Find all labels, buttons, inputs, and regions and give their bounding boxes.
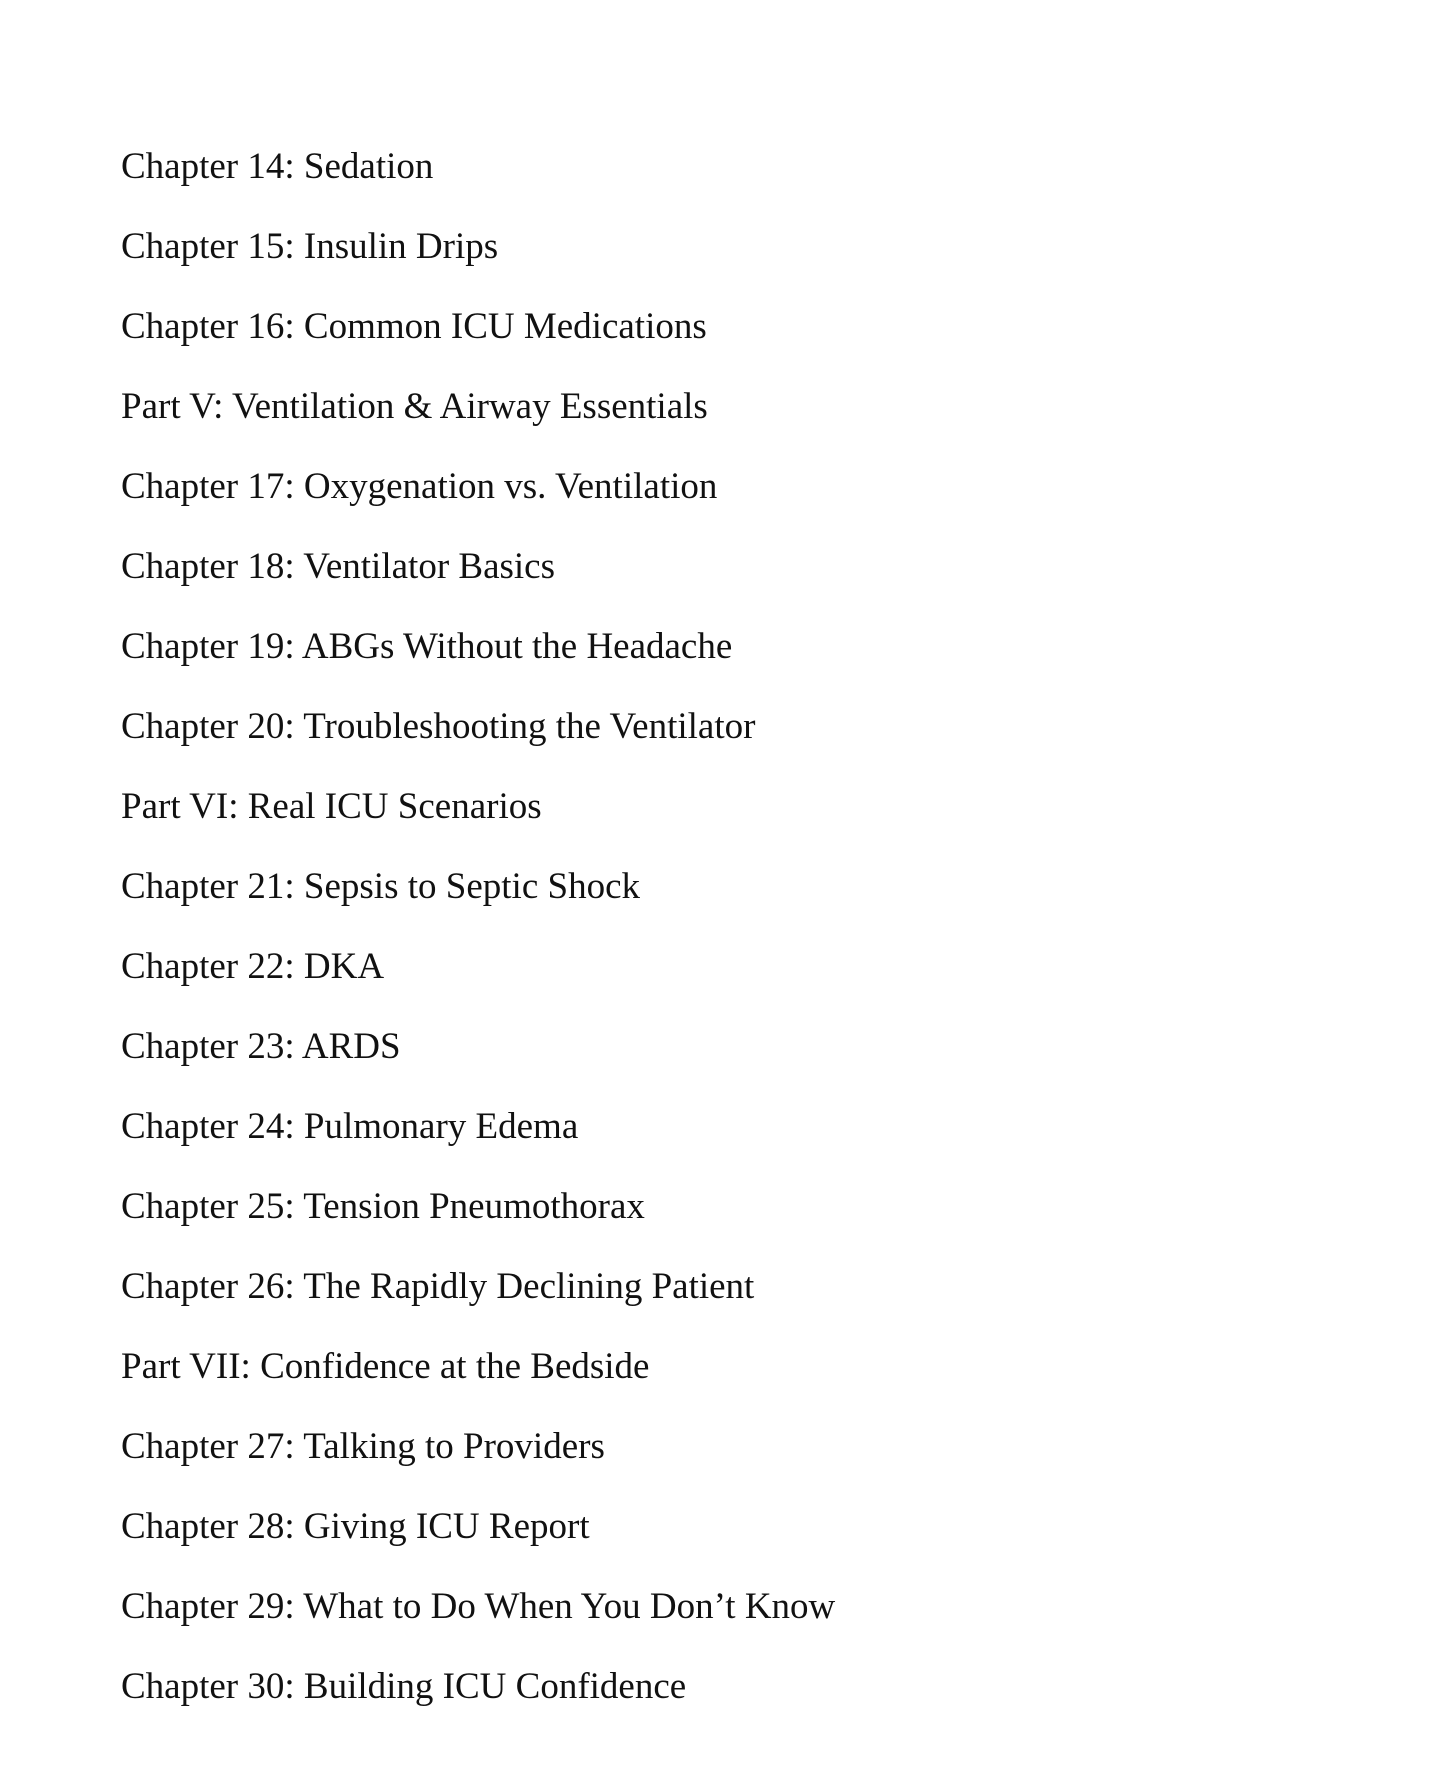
toc-entry-chapter-15: Chapter 15: Insulin Drips	[121, 226, 499, 267]
toc-entry-chapter-26: Chapter 26: The Rapidly Declining Patient	[121, 1266, 755, 1307]
toc-entry-chapter-22: Chapter 22: DKA	[121, 946, 385, 987]
toc-entry-chapter-18: Chapter 18: Ventilator Basics	[121, 546, 555, 587]
toc-entry-chapter-20: Chapter 20: Troubleshooting the Ventilator	[121, 706, 756, 747]
toc-entry-part-vii: Part VII: Confidence at the Bedside	[121, 1346, 650, 1387]
toc-entry-chapter-21: Chapter 21: Sepsis to Septic Shock	[121, 866, 640, 907]
toc-entry-part-v: Part V: Ventilation & Airway Essentials	[121, 386, 708, 427]
toc-entry-chapter-27: Chapter 27: Talking to Providers	[121, 1426, 605, 1467]
toc-entry-chapter-28: Chapter 28: Giving ICU Report	[121, 1506, 590, 1547]
toc-entry-chapter-17: Chapter 17: Oxygenation vs. Ventilation	[121, 466, 718, 507]
table-of-contents	[121, 147, 835, 1747]
toc-entry-chapter-19: Chapter 19: ABGs Without the Headache	[121, 626, 733, 667]
toc-entry-part-vi: Part VI: Real ICU Scenarios	[121, 786, 542, 827]
toc-entry-chapter-14: Chapter 14: Sedation	[121, 146, 434, 187]
toc-entry-chapter-23: Chapter 23: ARDS	[121, 1026, 401, 1067]
toc-entry-chapter-30: Chapter 30: Building ICU Confidence	[121, 1666, 687, 1707]
toc-entry-chapter-29: Chapter 29: What to Do When You Don’t Know	[121, 1586, 836, 1627]
toc-entry-chapter-24: Chapter 24: Pulmonary Edema	[121, 1106, 579, 1147]
toc-entry-chapter-25: Chapter 25: Tension Pneumothorax	[121, 1186, 645, 1227]
toc-entry-chapter-16: Chapter 16: Common ICU Medications	[121, 306, 707, 347]
